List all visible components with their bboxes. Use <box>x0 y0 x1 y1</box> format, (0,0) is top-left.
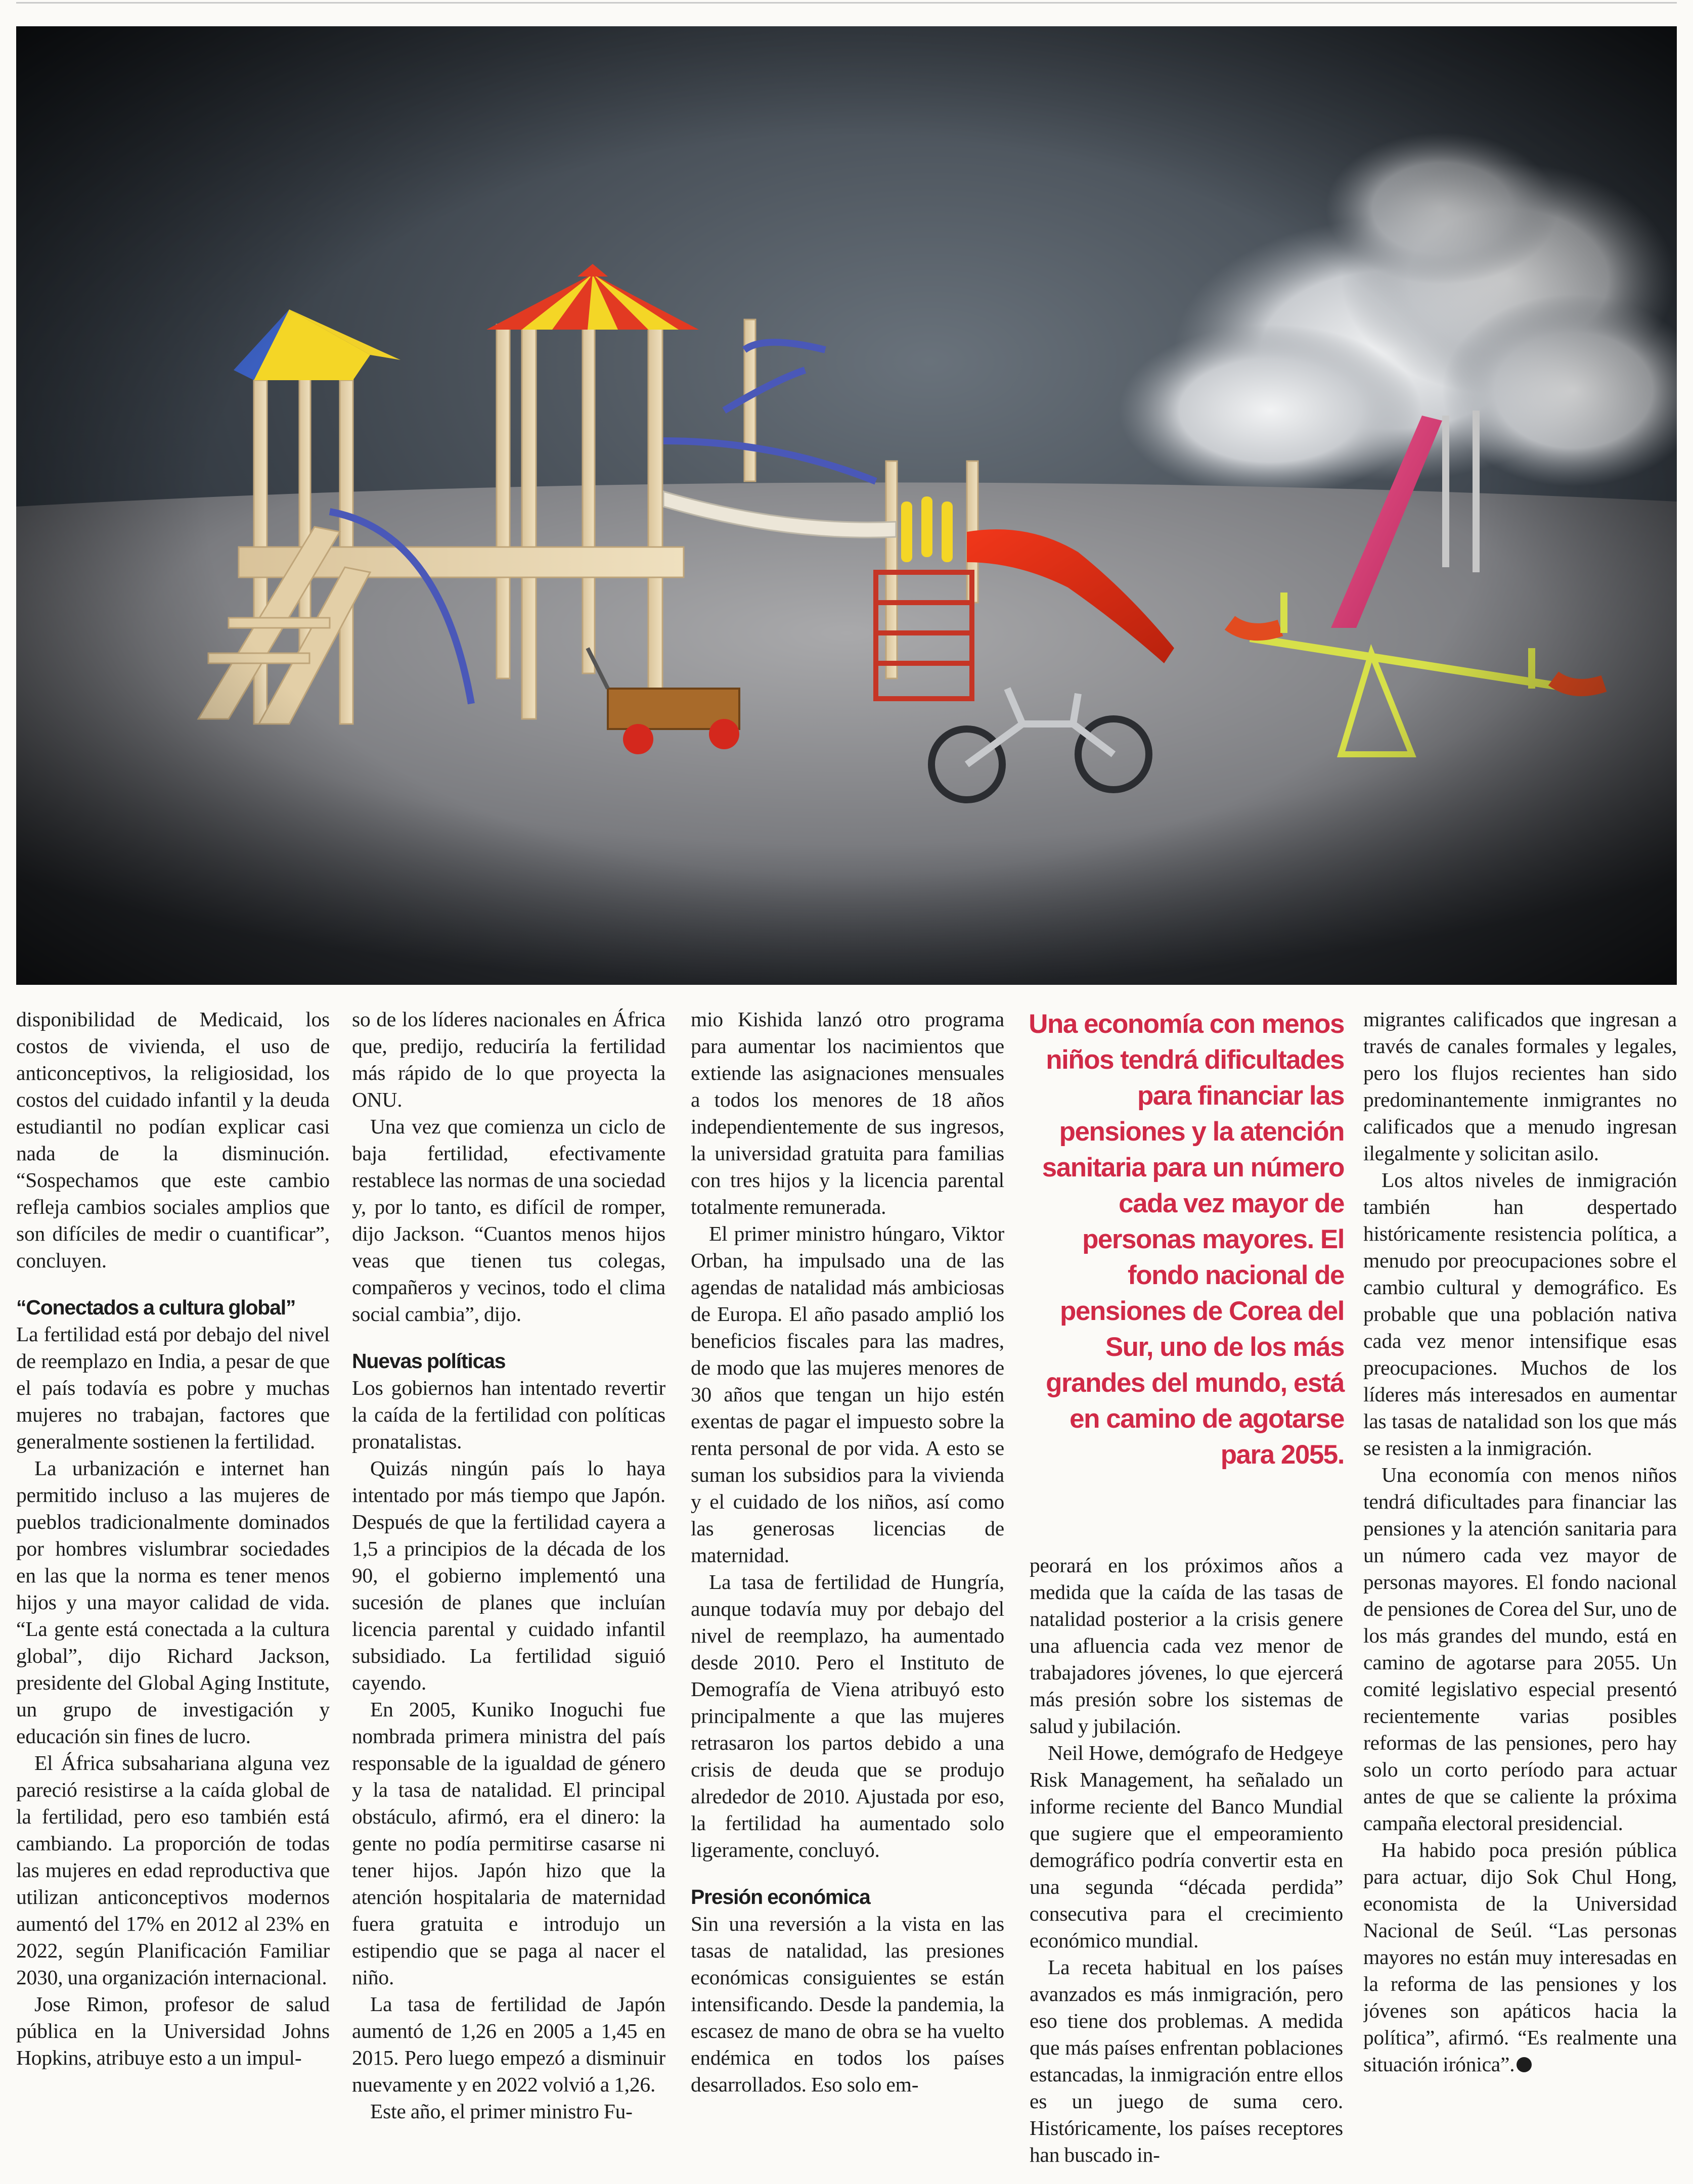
playground-scene <box>16 26 1677 985</box>
paragraph: disponibilidad de Medicaid, los costos de vivienda, el uso de anticonceptivos, la religiosidad, los costos del cuidado infantil y la deuda estudiantil no podían explicar casi nada de la disminución. “Sospechamos que este cambio refleja cambios sociales amplios que son difíciles de medir o cuantificar”, concluyen. <box>16 1008 330 1272</box>
paragraph-text: Ha habido poca presión pública para actuar, dijo Sok Chul Hong, economista de la Universidad Nacional de Seúl. “Las personas mayores no están muy interesadas en la reforma de las pensiones y los jóvenes son apáticos hacia la política”, afirmó. “Es realmente una situación irónica”. <box>1363 1838 1677 2076</box>
paragraph: Este año, el primer ministro Fu- <box>370 2100 633 2123</box>
article-column-4 <box>1030 1552 1343 2174</box>
end-mark-icon <box>1517 2057 1532 2072</box>
pull-quote: Una economía con menos niños tendrá dificultades para financiar las pensiones y la atención sanitaria para un número cada vez mayor de personas mayores. El fondo nacional de pensiones de Corea del Sur, uno de los más grandes del mundo, está en camino de agotarse para 2055. <box>1029 1009 1344 1470</box>
paragraph: Una economía con menos niños tendrá dificultades para financiar las pensiones y la atención sanitaria para un número cada vez mayor de personas mayores. El fondo nacional de pensiones de Corea del Sur, uno de los más grandes del mundo, está en camino de agotarse para 2055. Un comité legislativo especial presentó recientemente varias posibles reformas de las pensiones, pero hay solo un corto período para actuar antes de que se caliente la próxima campaña electoral presidencial. <box>1363 1463 1677 1835</box>
paragraph: La urbanización e internet han permitido incluso a las mujeres de pueblos tradicionalmente dominados por hombres vislumbrar sociedades en las que la norma es tener menos hijos y una mayor calidad de vida. “La gente está conectada a la cultura global”, dijo Richard Jackson, presidente del Global Aging Institute, un grupo de investigación y educación sin fines de lucro. <box>16 1457 330 1748</box>
paragraph: La tasa de fertilidad de Japón aumentó de 1,26 en 2005 a 1,45 en 2015. Pero luego empezó a disminuir nuevamente y en 2022 volvió a 1,26. <box>352 1992 665 2096</box>
section-heading: “Conectados a cultura global” <box>16 1296 296 1319</box>
article-column-5 <box>1363 1006 1677 2174</box>
paragraph: Sin una reversión a la vista en las tasas de natalidad, las presiones económicas consiguientes se están intensificando. Desde la pandemia, la escasez de mano de obra se ha vuelto endémica en todos los países desarrollados. Eso solo em- <box>691 1912 1004 2096</box>
playground-illustration <box>16 26 1677 985</box>
paragraph: Neil Howe, demógrafo de Hedgeye Risk Management, ha señalado un informe reciente del Banco Mundial que sugiere que el empeoramiento demográfico podría convertir esta en una segunda “década perdida” consecutiva para el crecimiento económico mundial. <box>1030 1741 1343 1952</box>
article-column-2 <box>352 1006 665 2174</box>
paragraph: La fertilidad está por debajo del nivel de reemplazo en India, a pesar de que el país todavía es pobre y muchas mujeres no trabajan, factores que generalmente sostienen la fertilidad. <box>16 1323 330 1453</box>
top-rule <box>16 2 1677 4</box>
paragraph: mio Kishida lanzó otro programa para aumentar los nacimientos que extiende las asignaciones mensuales a todos los menores de 18 años independientemente de sus ingresos, la universidad gratuita para familias con tres hijos y la licencia parental totalmente remunerada. <box>691 1008 1004 1218</box>
paragraph: peorará en los próximos años a medida que la caída de las tasas de natalidad posterior a la crisis genere una afluencia cada vez menor de trabajadores jóvenes, lo que ejercerá más presión sobre los sistemas de salud y jubilación. <box>1030 1554 1343 1738</box>
article-column-3 <box>691 1006 1004 2174</box>
paragraph: El primer ministro húngaro, Viktor Orban, ha impulsado una de las agendas de natalidad más ambiciosas de Europa. El año pasado amplió los beneficios fiscales para las madres, de modo que las mujeres menores de 30 años que tengan un hijo estén exentas de pagar el impuesto sobre la renta personal de por vida. A esto se suman los subsidios para la vivienda y el cuidado de los niños, así como las generosas licencias de maternidad. <box>691 1222 1004 1567</box>
paragraph: El África subsahariana alguna vez pareció resistirse a la caída global de la fertilidad, pero eso también está cambiando. La proporción de todas las mujeres en edad reproductiva que utilizan anticonceptivos modernos aumentó del 17% en 2012 al 23% en 2022, según Planificación Familiar 2030, una organización internacional. <box>16 1751 330 1989</box>
paragraph: Una vez que comienza un ciclo de baja fertilidad, efectivamente restablece las normas de una sociedad y, por lo tanto, es difícil de romper, dijo Jackson. “Cuantos menos hijos veas que tienen tus colegas, compañeros y vecinos, todo el clima social cambia”, dijo. <box>352 1115 665 1326</box>
paragraph: migrantes calificados que ingresan a través de canales formales y legales, pero los flujos recientes han sido predominantemente inmigrantes no calificados que a menudo ingresan ilegalmente y solicitan asilo. <box>1363 1008 1677 1165</box>
article-column-1 <box>16 1006 330 2174</box>
paragraph: Los altos niveles de inmigración también han despertado históricamente resistencia política, a menudo por preocupaciones sobre el cambio cultural y demográfico. Es probable que una población nativa cada vez menor intensifique esas preocupaciones. Muchos de los líderes más interesados en aumentar las tasas de natalidad son los que más se resisten a la inmigración. <box>1363 1168 1677 1460</box>
paragraph: Quizás ningún país lo haya intentado por más tiempo que Japón. Después de que la fertilidad cayera a 1,5 a principios de la década de los 90, el gobierno implementó una sucesión de planes que incluían licencia parental y cuidado infantil subsidiado. La fertilidad siguió cayendo. <box>352 1457 665 1694</box>
section-heading: Presión económica <box>691 1885 870 1908</box>
paragraph <box>1363 1837 1677 2078</box>
paragraph: Jose Rimon, profesor de salud pública en la Universidad Johns Hopkins, atribuye esto a un impul- <box>16 1992 330 2069</box>
paragraph: so de los líderes nacionales en África que, predijo, reduciría la fertilidad más rápido de lo que proyecta la ONU. <box>352 1008 665 1111</box>
section-heading: Nuevas políticas <box>352 1349 506 1373</box>
paragraph: Los gobiernos han intentado revertir la caída de la fertilidad con políticas pronatalistas. <box>352 1376 665 1453</box>
paragraph: La tasa de fertilidad de Hungría, aunque todavía muy por debajo del nivel de reemplazo, ha aumentado desde 2010. Pero el Instituto de Demografía de Viena atribuyó esto principalmente a que las mujeres retrasaron los partos debido a una crisis de deuda que se produjo alrededor de 2010. Ajustada por eso, la fertilidad ha aumentado solo ligeramente, concluyó. <box>691 1570 1004 1861</box>
paragraph: La receta habitual en los países avanzados es más inmigración, pero eso tiene dos problemas. A medida que más países enfrentan poblaciones estancadas, la inmigración entre ellos es un juego de suma cero. Históricamente, los países receptores han buscado in- <box>1030 1955 1343 2166</box>
paragraph: En 2005, Kuniko Inoguchi fue nombrada primera ministra del país responsable de la igualdad de género y la tasa de natalidad. El principal obstáculo, afirmó, era el dinero: la gente no podía permitirse casarse ni tener hijos. Japón hizo que la atención hospitalaria de maternidad fuera gratuita e introdujo un estipendio que se paga al nacer el niño. <box>352 1698 665 1989</box>
